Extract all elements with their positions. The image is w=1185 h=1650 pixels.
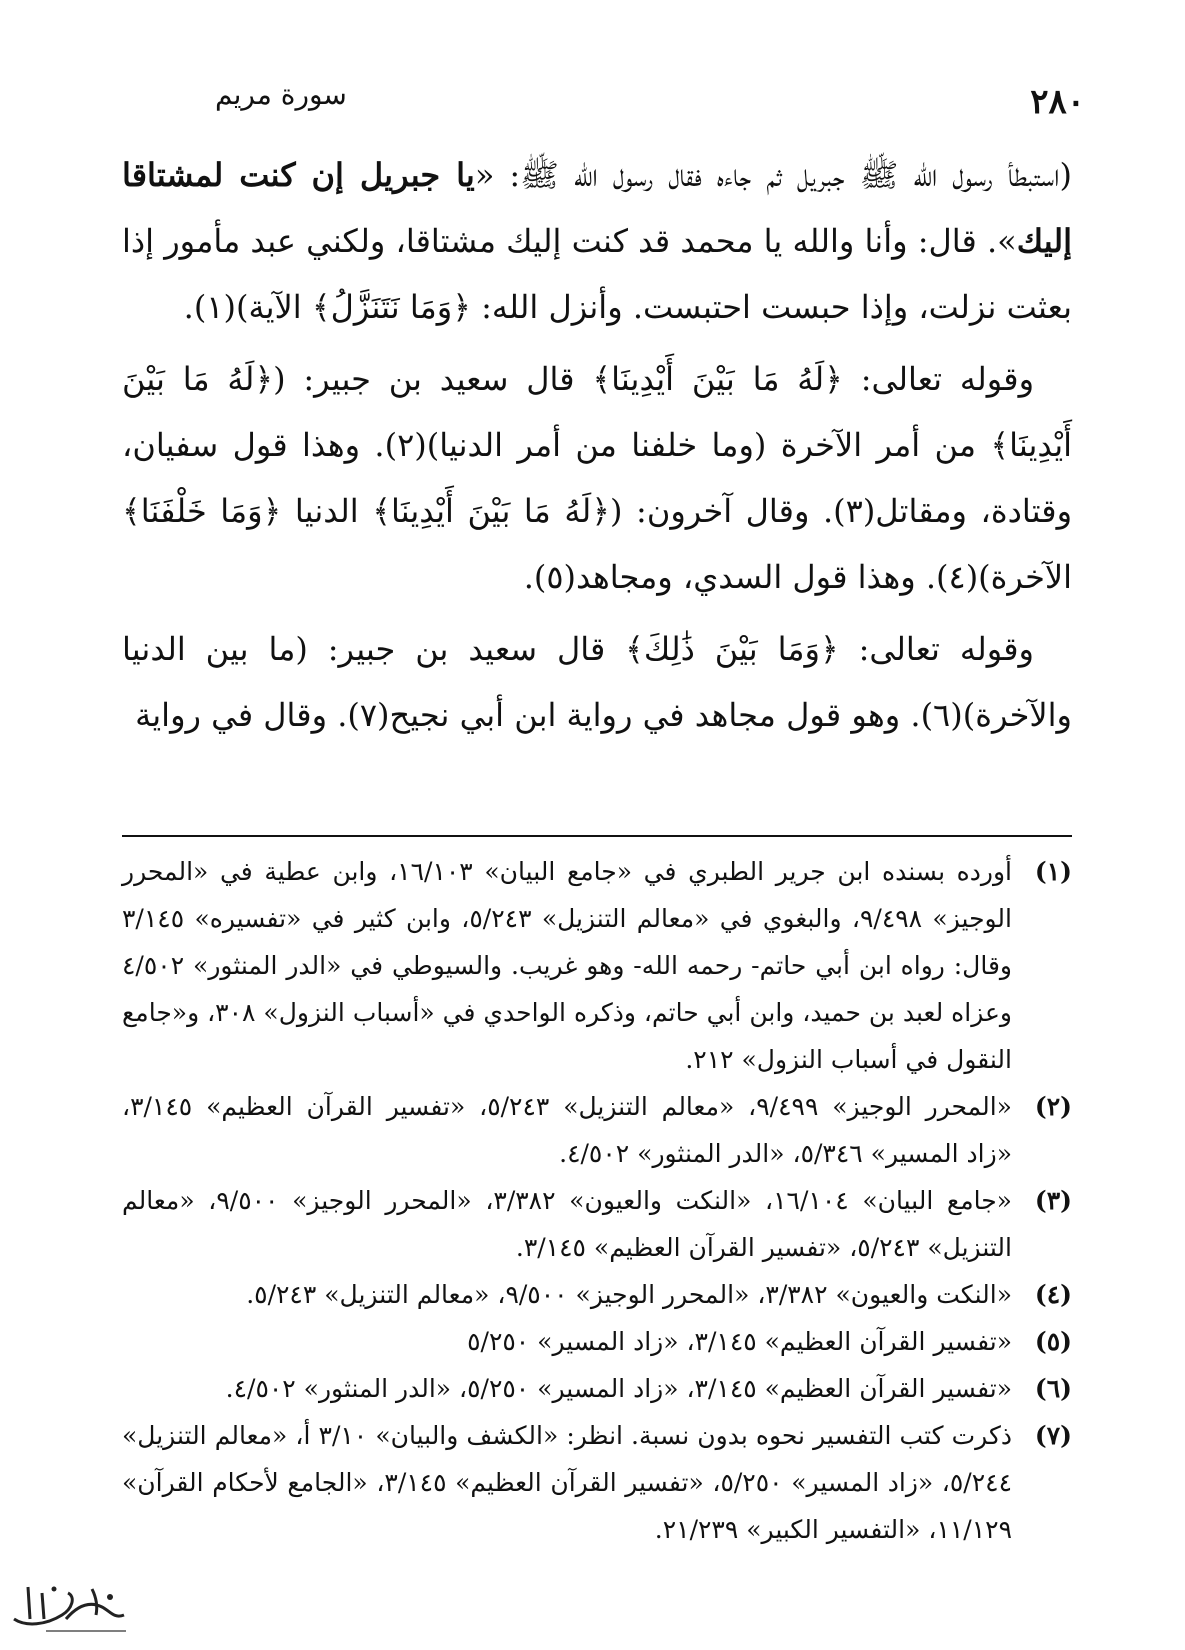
text-span: الآية)(١). [183, 288, 312, 326]
footnote-text: «النكت والعيون» ٣/٣٨٢، «المحرر الوجيز» ٩/٥٠٠، «معالم التنزيل» ٥/٢٤٣. [246, 1280, 1012, 1309]
page-header [215, 78, 1085, 128]
footnote-divider [122, 835, 1072, 837]
calligraphy-logo-icon [6, 1575, 136, 1637]
footnote-text: «تفسير القرآن العظيم» ٣/١٤٥، «زاد المسير» ٥/٢٥٠، «الدر المنثور» ٤/٥٠٢. [225, 1374, 1012, 1403]
page-number: ٢٨٠ [1030, 82, 1085, 122]
text-span: ». قال: وأنا والله يا محمد قد كنت إليك مشتاقا، ولكني عبد مأمور إذا بعثت نزلت، وإذا حبست احتبست. وأنزل الله: [122, 222, 1072, 326]
footnote-number: (٣) [1034, 1186, 1072, 1215]
paragraph-3 [122, 616, 1072, 748]
quran-verse: ﴿وَمَا خَلْفَنَا﴾ [122, 492, 282, 530]
bold-quote: يا جبريل إن كنت لمشتاقا إليك [122, 156, 1072, 260]
quran-verse: ﴿وَمَا بَيْنَ ذَٰلِكَ﴾ [625, 630, 839, 668]
text-span: الدنيا [281, 492, 373, 530]
quran-verse: ﴿وَمَا نَتَنَزَّلُ﴾ [311, 288, 471, 326]
text-span: وقوله تعالى: [842, 360, 1035, 398]
footnote [122, 848, 1072, 1083]
main-text [122, 142, 1072, 754]
surah-title: سورة مريم [215, 78, 347, 111]
footnote-number: (٦) [1034, 1374, 1072, 1403]
text-span: قال سعيد بن جبير: ( [273, 360, 593, 398]
footnote [122, 1318, 1072, 1365]
footnote-number: (١) [1034, 857, 1072, 886]
footnote [122, 1412, 1072, 1553]
footnote-number: (٧) [1034, 1421, 1072, 1450]
footnote-number: (٢) [1034, 1092, 1072, 1121]
footnote-number: (٤) [1034, 1280, 1072, 1309]
footnote-text: أورده بسنده ابن جرير الطبري في «جامع البيان» ١٦/١٠٣، وابن عطية في «المحرر الوجيز» ٩/٤٩٨، والبغوي في «معالم التنزيل» ٥/٢٤٣، وابن كثير في «تفسيره» ٣/١٤٥ وقال: رواه ابن أبي حاتم- رحمه الله- وهو غريب. والسيوطي في «الدر المنثور» ٤/٥٠٢ وعزاه لعبد بن حميد، وابن أبي حاتم، وذكره الواحدي في «أسباب النزول» ٣٠٨، و«جامع النقول في أسباب النزول» ٢١٢. [122, 857, 1012, 1074]
footnote [122, 1271, 1072, 1318]
footnotes [122, 848, 1072, 1553]
paragraph-1 [122, 142, 1072, 340]
quran-verse: ﴿لَهُ مَا بَيْنَ أَيْدِينَا﴾ [592, 360, 843, 398]
footnote-number: (٥) [1034, 1327, 1072, 1356]
text-span: قال سعيد بن جبير: (ما بين الدنيا والآخرة)(٦). وهو قول مجاهد في رواية ابن أبي نجيح(٧). وقال في رواية [122, 630, 1072, 734]
footnote-text: ذكرت كتب التفسير نحوه بدون نسبة. انظر: «الكشف والبيان» ٣/١٠ أ، «معالم التنزيل» ٥/٢٤٤، «زاد المسير» ٥/٢٥٠، «تفسير القرآن العظيم» ٣/١٤٥، «الجامع لأحكام القرآن» ١١/١٢٩، «التفسير الكبير» ٢١/٢٣٩. [122, 1421, 1012, 1544]
footnote-text: «المحرر الوجيز» ٩/٤٩٩، «معالم التنزيل» ٥/٢٤٣، «تفسير القرآن العظيم» ٣/١٤٥، «زاد المسير» ٥/٣٤٦، «الدر المنثور» ٤/٥٠٢. [122, 1092, 1012, 1168]
footnote [122, 1177, 1072, 1271]
text-span: الآخرة)(٤). وهذا قول السدي، ومجاهد(٥). [523, 558, 1072, 596]
footnote-text: «تفسير القرآن العظيم» ٣/١٤٥، «زاد المسير» ٥/٢٥٠ [467, 1327, 1012, 1356]
text-span: من أمر الآخرة (وما خلفنا من أمر الدنيا)(٢). وهذا قول سفيان، وقتادة، ومقاتل(٣). وقال آخرون: ( [122, 426, 1073, 530]
text-span: (استبطأ رسول الله ﷺ جبريل ثم جاءه فقال رسول الله ﷺ: « [474, 156, 1073, 194]
footnote-text: «جامع البيان» ١٦/١٠٤، «النكت والعيون» ٣/٣٨٢، «المحرر الوجيز» ٩/٥٠٠، «معالم التنزيل» ٥/٢٤٣، «تفسير القرآن العظيم» ٣/١٤٥. [122, 1186, 1012, 1262]
paragraph-2 [122, 346, 1072, 610]
quran-verse: ﴿لَهُ مَا بَيْنَ أَيْدِينَا﴾ [122, 360, 1073, 464]
quran-verse: ﴿لَهُ مَا بَيْنَ أَيْدِينَا﴾ [372, 492, 611, 530]
text-span: وقوله تعالى: [838, 630, 1035, 668]
footnote [122, 1083, 1072, 1177]
footnote [122, 1365, 1072, 1412]
